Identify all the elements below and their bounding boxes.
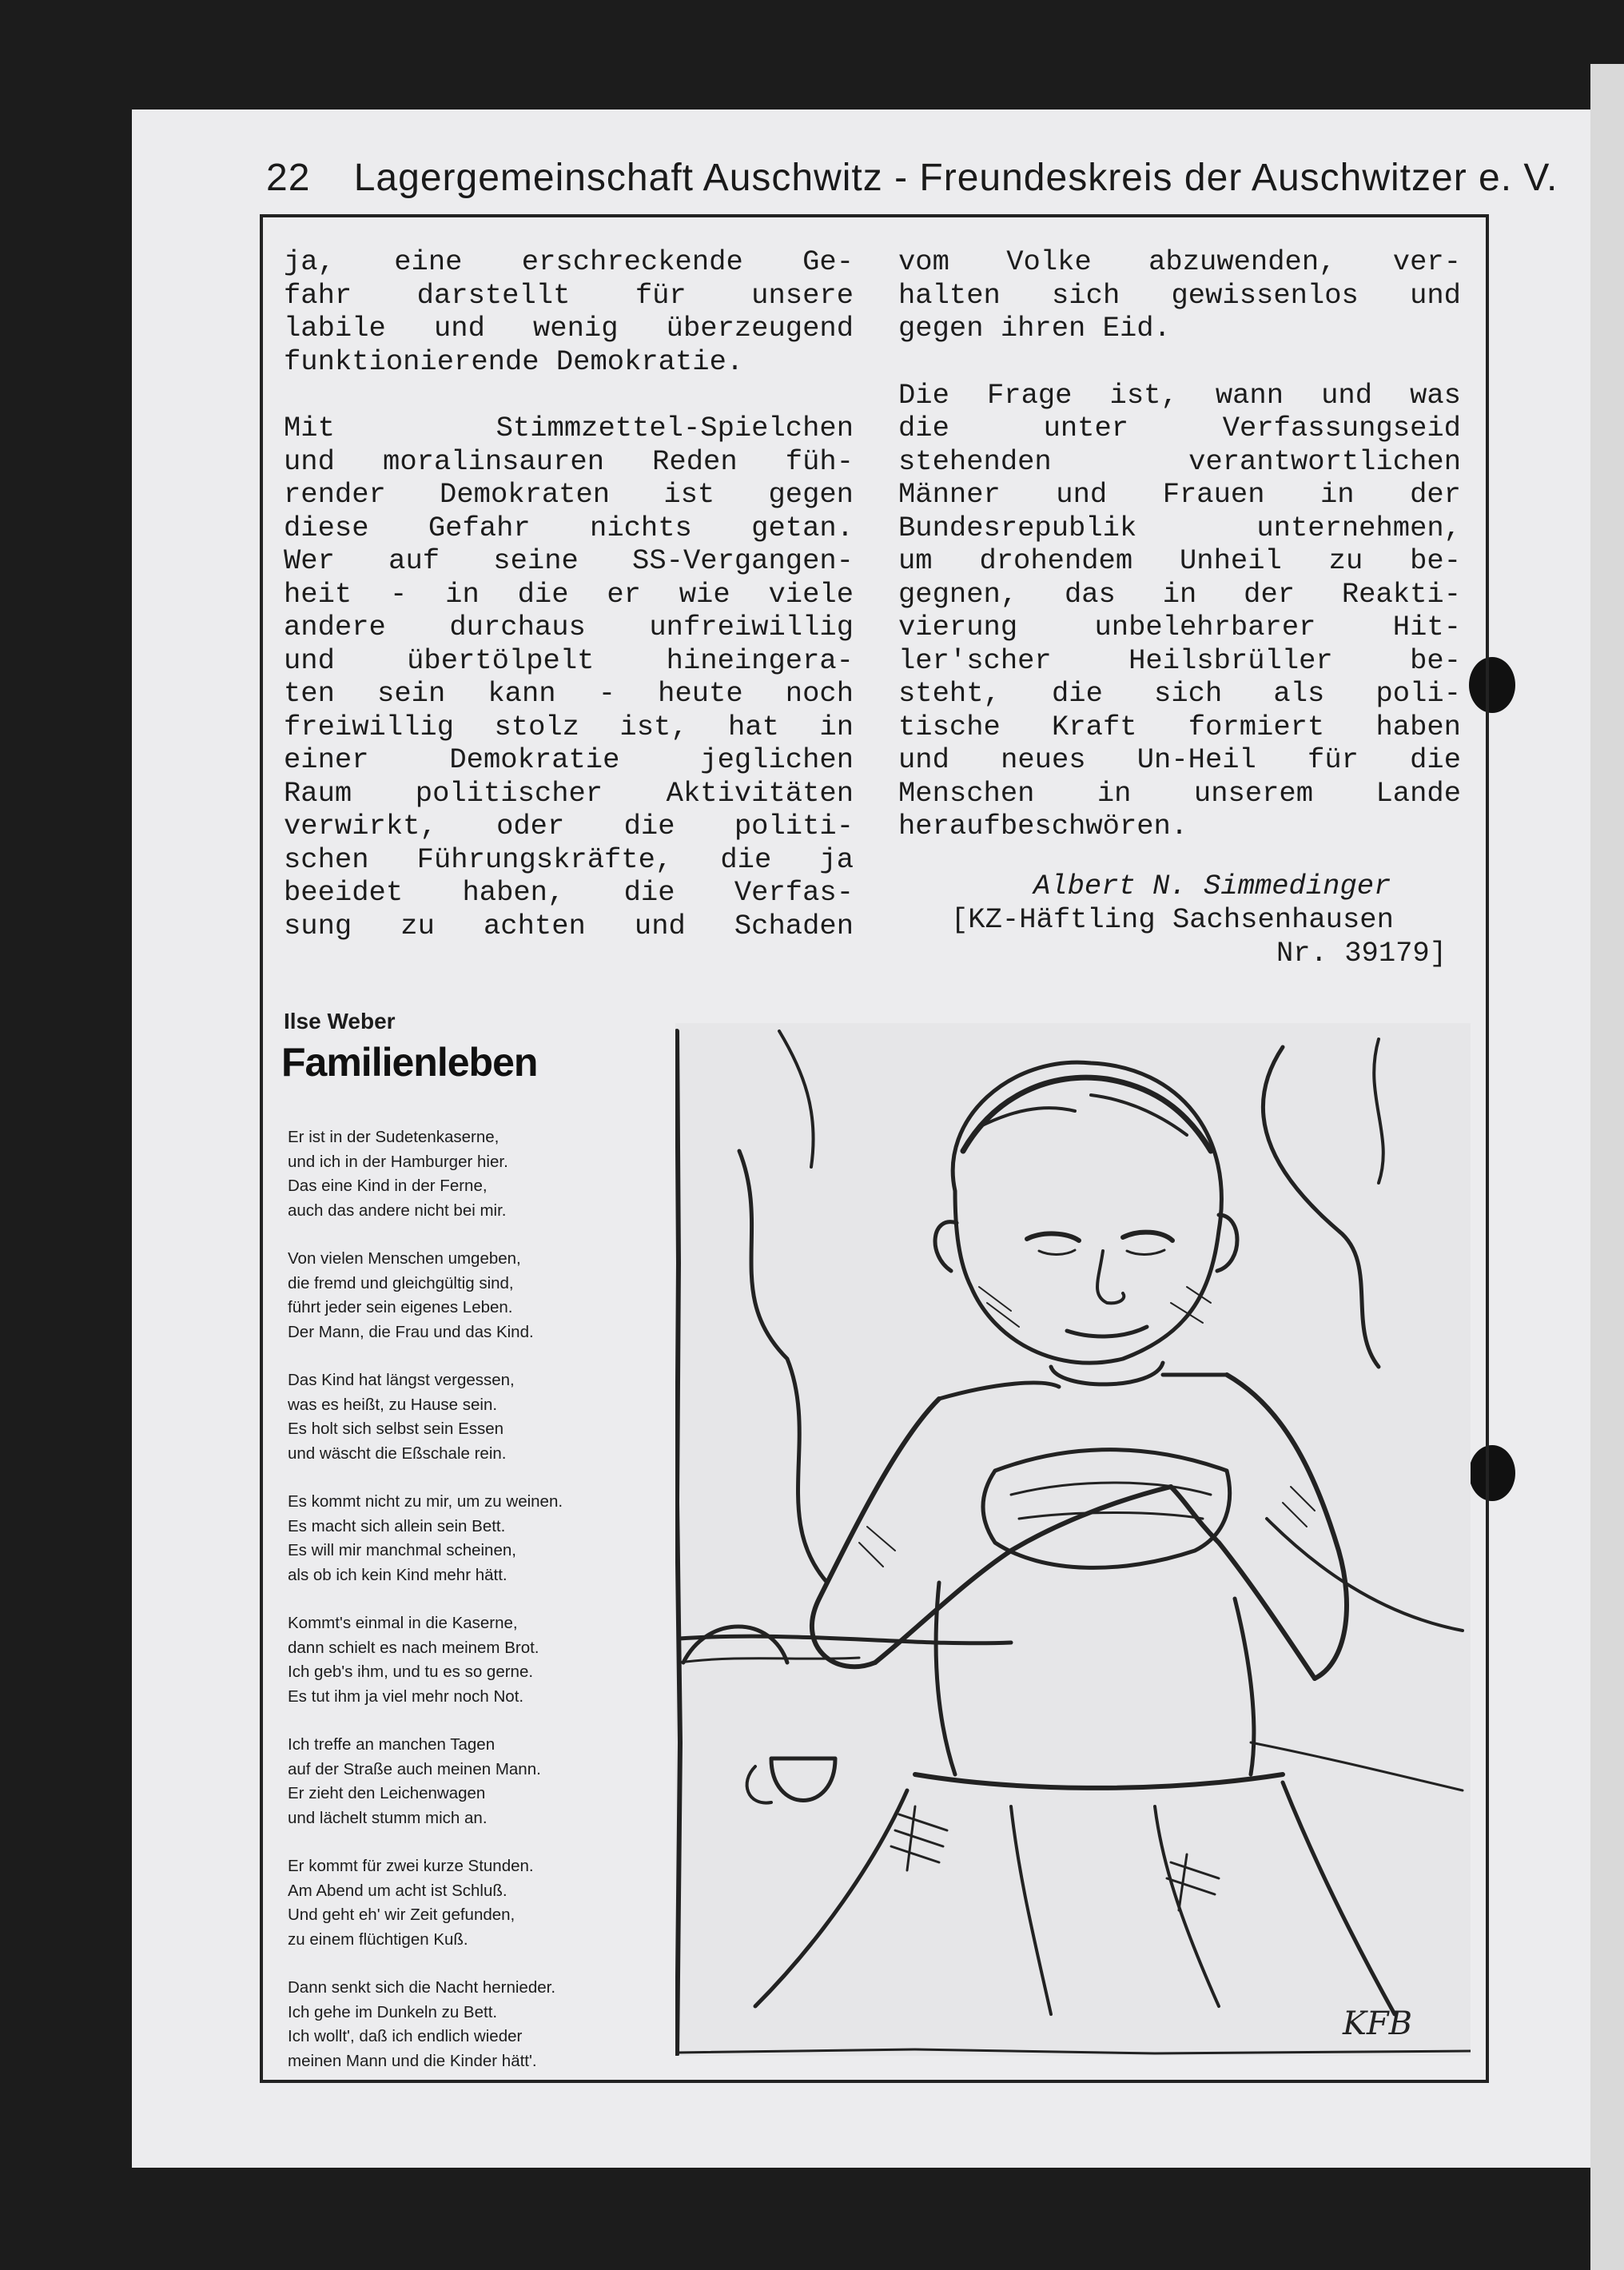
poem-line: Es holt sich selbst sein Essen	[288, 1420, 504, 1438]
poem-line: was es heißt, zu Hause sein.	[288, 1395, 498, 1414]
article-right-column	[898, 245, 1461, 843]
poem-line: auch das andere nicht bei mir.	[288, 1201, 507, 1220]
article-line: render Demokraten ist gegen	[284, 478, 854, 511]
article-line: und neues Un-Heil für die	[898, 743, 1461, 776]
article-line: tische Kraft formiert haben	[898, 710, 1461, 743]
article-left-column	[284, 245, 854, 942]
article-line: Wer auf seine SS-Vergangen-	[284, 544, 854, 577]
poem-line: Er zieht den Leichenwagen	[288, 1784, 486, 1802]
poem-line: dann schielt es nach meinem Brot.	[288, 1638, 539, 1657]
poem-line: Und geht eh' wir Zeit gefunden,	[288, 1906, 515, 1924]
article-line: Bundesrepublik unternehmen,	[898, 511, 1461, 544]
background-page-edge	[1590, 64, 1624, 2270]
article-line: gegnen, das in der Reakti-	[898, 577, 1461, 611]
article-line: funktionierende Demokratie.	[284, 344, 744, 378]
article-line: freiwillig stolz ist, hat in	[284, 710, 854, 743]
poem-stanza	[288, 1611, 563, 1709]
article-line: vierung unbelehrbarer Hit-	[898, 611, 1461, 643]
article-line: vom Volke abzuwenden, ver-	[898, 245, 1461, 278]
poem-line: Kommt's einmal in die Kaserne,	[288, 1614, 518, 1632]
poem-stanza	[288, 1854, 563, 1952]
paragraph-gap	[898, 345, 1461, 379]
article-line: labile und wenig überzeugend	[284, 312, 854, 344]
poem-line: auf der Straße auch meinen Mann.	[288, 1759, 541, 1778]
article-line: um drohendem Unheil zu be-	[898, 544, 1461, 577]
poem-stanza	[288, 1368, 563, 1466]
article-line: und übertölpelt hineingera-	[284, 643, 854, 677]
article-line: diese Gefahr nichts getan.	[284, 511, 854, 544]
poem-stanza	[288, 1733, 563, 1830]
article-line: einer Demokratie jeglichen	[284, 743, 854, 776]
article-line: ler'scher Heilsbrüller be-	[898, 643, 1461, 677]
poem-stanza	[288, 1976, 563, 2073]
child-sketch-illustration	[675, 1023, 1471, 2056]
poem-line: und lächelt stumm mich an.	[288, 1808, 488, 1827]
poem-line: Der Mann, die Frau und das Kind.	[288, 1322, 534, 1341]
article-line: schen Führungskräfte, die ja	[284, 842, 854, 876]
poem-line: Ich wollt', daß ich endlich wieder	[288, 2027, 523, 2045]
article-line: heraufbeschwören.	[898, 810, 1188, 842]
poem-stanza	[288, 1125, 563, 1223]
article-line: halten sich gewissenlos und	[898, 278, 1461, 312]
page-number: 22	[266, 157, 311, 199]
article-line: gegen ihren Eid.	[898, 312, 1171, 344]
poem-line: Ich geb's ihm, und tu es so gerne.	[288, 1663, 534, 1681]
poem-line: Dann senkt sich die Nacht hernieder.	[288, 1978, 556, 1997]
article-line: ten sein kann - heute noch	[284, 677, 854, 710]
article-line: beeidet haben, die Verfas-	[284, 876, 854, 909]
poem-line: Das Kind hat längst vergessen,	[288, 1371, 515, 1389]
article-line: Die Frage ist, wann und was	[898, 378, 1461, 412]
poem-line: Am Abend um acht ist Schluß.	[288, 1881, 508, 1900]
article-line: Menschen in unserem Lande	[898, 776, 1461, 810]
signature-number: Nr. 39179]	[1276, 937, 1447, 970]
article-line: Mit Stimmzettel-Spielchen	[284, 412, 854, 444]
poem-line: die fremd und gleichgültig sind,	[288, 1273, 514, 1292]
article-line: sung zu achten und Schaden	[284, 909, 854, 942]
poem-author: Ilse Weber	[284, 1009, 396, 1033]
signature-name: Albert N. Simmedinger	[1033, 870, 1391, 902]
article-line: verwirkt, oder die politi-	[284, 810, 854, 842]
poem-line: Ich gehe im Dunkeln zu Bett.	[288, 2002, 498, 2021]
article-line: Raum politischer Aktivitäten	[284, 776, 854, 810]
artist-monogram: KFB	[1343, 2005, 1413, 2042]
article-line: und moralinsauren Reden füh-	[284, 444, 854, 478]
article-line: steht, die sich als poli-	[898, 677, 1461, 710]
poem-line: führt jeder sein eigenes Leben.	[288, 1298, 513, 1316]
article-line: heit - in die er wie viele	[284, 577, 854, 611]
page-header	[266, 156, 1558, 200]
poem-line: als ob ich kein Kind mehr hätt.	[288, 1565, 508, 1584]
poem-line: Es tut ihm ja viel mehr noch Not.	[288, 1687, 524, 1706]
poem-line: zu einem flüchtigen Kuß.	[288, 1930, 468, 1949]
paragraph-gap	[284, 378, 854, 412]
article-line: andere durchaus unfreiwillig	[284, 611, 854, 643]
poem-line: Es kommt nicht zu mir, um zu weinen.	[288, 1492, 563, 1511]
poem-line: Er ist in der Sudetenkaserne,	[288, 1128, 500, 1146]
article-line: stehenden verantwortlichen	[898, 444, 1461, 478]
article-line: fahr darstellt für unsere	[284, 278, 854, 312]
article-line: ja, eine erschreckende Ge-	[284, 245, 854, 278]
article-line: die unter Verfassungseid	[898, 412, 1461, 444]
poem-line: und wäscht die Eßschale rein.	[288, 1444, 507, 1463]
poem-line: Ich treffe an manchen Tagen	[288, 1735, 496, 1754]
poem-line: Es will mir manchmal scheinen,	[288, 1541, 516, 1559]
header-title: Lagergemeinschaft Auschwitz - Freundeskreis der Auschwitzer e. V.	[353, 157, 1558, 199]
poem-stanza	[288, 1490, 563, 1587]
poem-line: und ich in der Hamburger hier.	[288, 1152, 508, 1171]
poem-body	[288, 1125, 563, 2097]
poem-line: meinen Mann und die Kinder hätt'.	[288, 2051, 537, 2070]
poem-line: Es macht sich allein sein Bett.	[288, 1516, 506, 1535]
poem-stanza	[288, 1247, 563, 1344]
poem-line: Von vielen Menschen umgeben,	[288, 1249, 521, 1268]
poem-line: Das eine Kind in der Ferne,	[288, 1177, 488, 1195]
poem-title: Familienleben	[281, 1040, 538, 1085]
article-line: Männer und Frauen in der	[898, 478, 1461, 511]
poem-line: Er kommt für zwei kurze Stunden.	[288, 1857, 534, 1875]
signature-affiliation: [KZ-Häftling Sachsenhausen	[951, 903, 1394, 936]
